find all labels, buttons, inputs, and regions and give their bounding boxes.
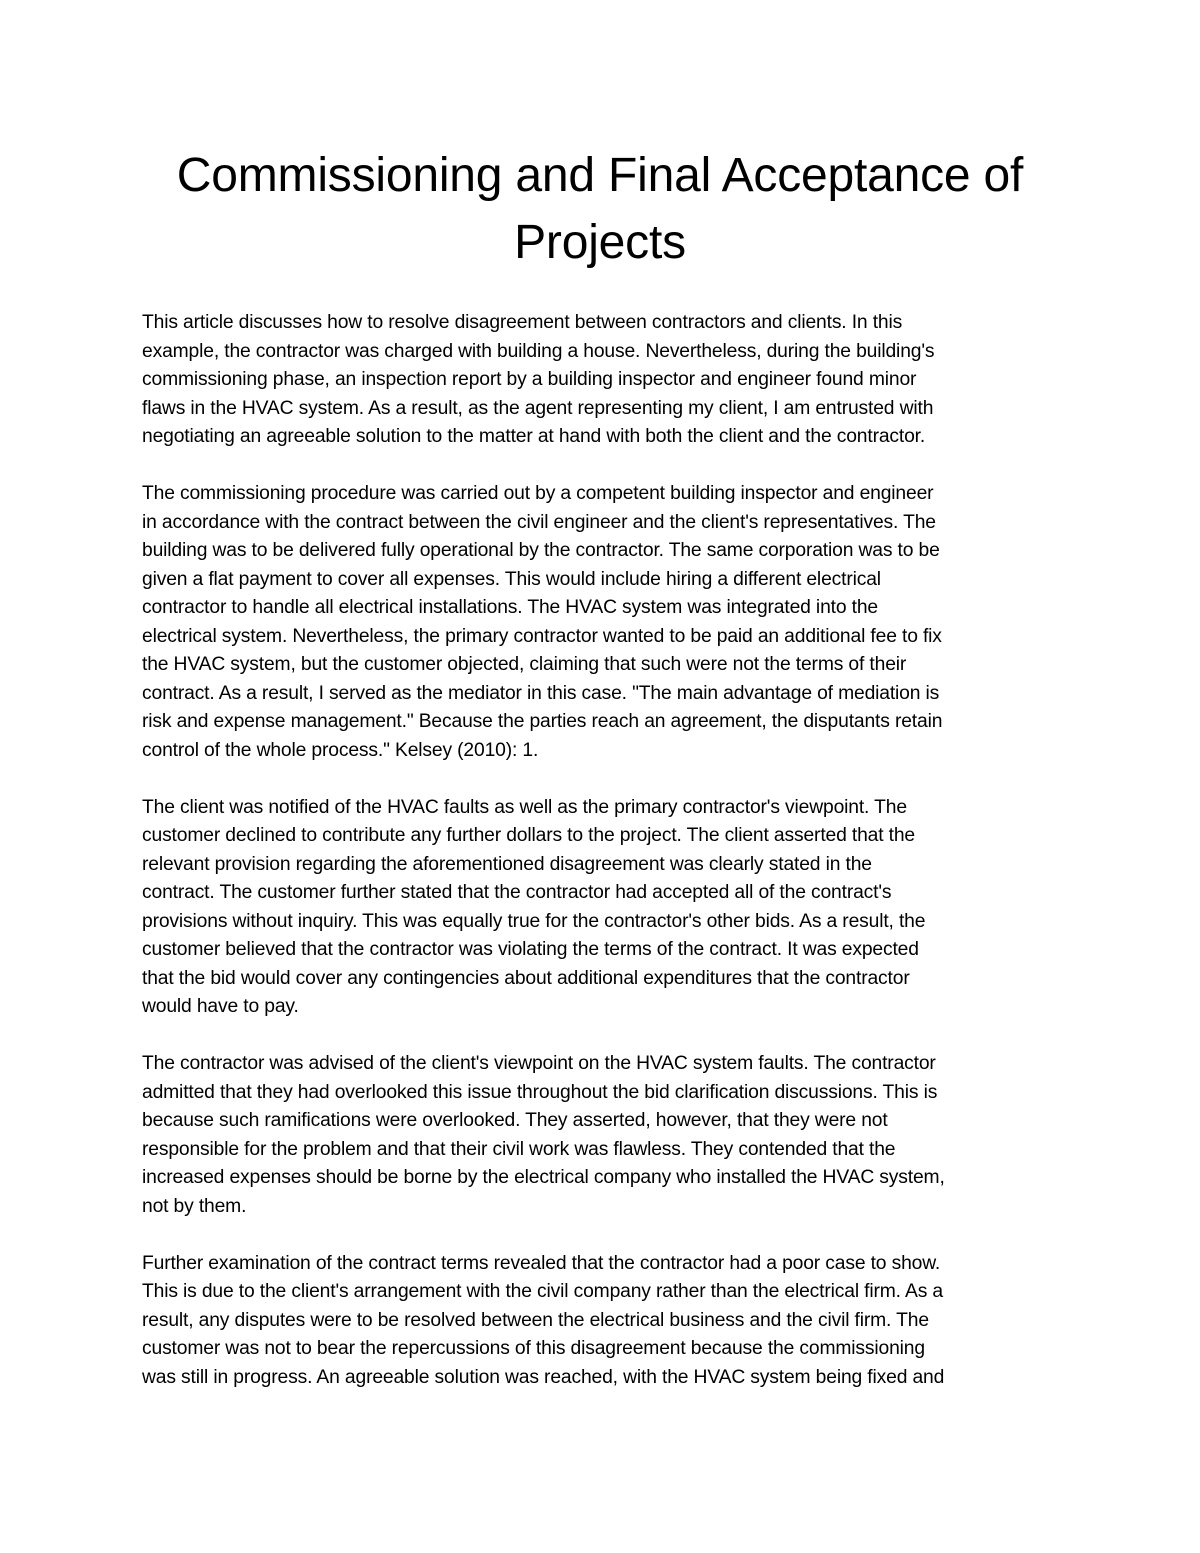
text-line: The client was notified of the HVAC faults as well as the primary contractor's viewpoint. The [142, 796, 907, 818]
text-line: increased expenses should be borne by the electrical company who installed the HVAC system, [142, 1167, 945, 1188]
text-line: flaws in the HVAC system. As a result, as the agent representing my client, I am entrusted with [142, 397, 934, 419]
text-line: given a flat payment to cover all expenses. This would include hiring a different electrical [142, 568, 881, 590]
paragraph-resolution [142, 1250, 1062, 1393]
text-line: customer believed that the contractor was violating the terms of the contract. It was expected [142, 939, 919, 960]
text-line: customer was not to bear the repercussions of this disagreement because the commissioning [142, 1338, 925, 1359]
paragraph-contractor-position [142, 1050, 1062, 1221]
text-line: contractor to handle all electrical installations. The HVAC system was integrated into the [142, 597, 878, 618]
text-line: not by them. [142, 1195, 247, 1217]
text-line: provisions without inquiry. This was equally true for the contractor's other bids. As a result, the [142, 910, 926, 932]
text-line: The contractor was advised of the client's viewpoint on the HVAC system faults. The contractor [142, 1053, 936, 1074]
text-line: commissioning phase, an inspection report by a building inspector and engineer found minor [142, 369, 917, 390]
text-line: negotiating an agreeable solution to the matter at hand with both the client and the contractor. [142, 426, 926, 447]
page-title: Commissioning and Final Acceptance of Projects [176, 149, 1024, 269]
paragraph-introduction [142, 309, 1062, 452]
text-line: building was to be delivered fully operational by the contractor. The same corporation was to be [142, 540, 940, 561]
text-line: was still in progress. An agreeable solution was reached, with the HVAC system being fixed and [142, 1366, 945, 1388]
text-line: The commissioning procedure was carried out by a competent building inspector and engineer [142, 483, 934, 504]
text-line: admitted that they had overlooked this issue throughout the bid clarification discussions. This is [142, 1081, 938, 1103]
text-line: This article discusses how to resolve disagreement between contractors and clients. In this [142, 312, 903, 333]
text-line: because such ramifications were overlooked. They asserted, however, that they were not [142, 1110, 888, 1131]
paragraph-client-position [142, 794, 1062, 1022]
text-line: risk and expense management." Because the parties reach an agreement, the disputants retain [142, 711, 943, 732]
text-line: that the bid would cover any contingencies about additional expenditures that the contractor [142, 967, 910, 989]
text-line: relevant provision regarding the aforementioned disagreement was clearly stated in the [142, 853, 872, 875]
text-line: contract. The customer further stated that the contractor had accepted all of the contract's [142, 882, 892, 903]
text-line: responsible for the problem and that their civil work was flawless. They contended that the [142, 1138, 896, 1160]
text-line: Further examination of the contract terms revealed that the contractor had a poor case to show. [142, 1252, 941, 1274]
text-line: would have to pay. [142, 996, 299, 1017]
text-line: example, the contractor was charged with building a house. Nevertheless, during the building's [142, 340, 935, 362]
text-line: This is due to the client's arrangement with the civil company rather than the electrical firm. As a [142, 1281, 944, 1302]
text-line: electrical system. Nevertheless, the primary contractor wanted to be paid an additional fee to fix [142, 625, 942, 647]
text-line: in accordance with the contract between the civil engineer and the client's representatives. The [142, 511, 936, 533]
document-body [142, 309, 1062, 1421]
text-line: control of the whole process." Kelsey (2010): 1. [142, 739, 539, 761]
text-line: the HVAC system, but the customer objected, claiming that such were not the terms of their [142, 654, 907, 675]
text-line: result, any disputes were to be resolved between the electrical business and the civil firm. The [142, 1309, 929, 1331]
paragraph-commissioning-procedure [142, 480, 1062, 765]
text-line: contract. As a result, I served as the mediator in this case. "The main advantage of mediation is [142, 682, 940, 704]
text-line: customer declined to contribute any further dollars to the project. The client asserted that the [142, 825, 915, 846]
